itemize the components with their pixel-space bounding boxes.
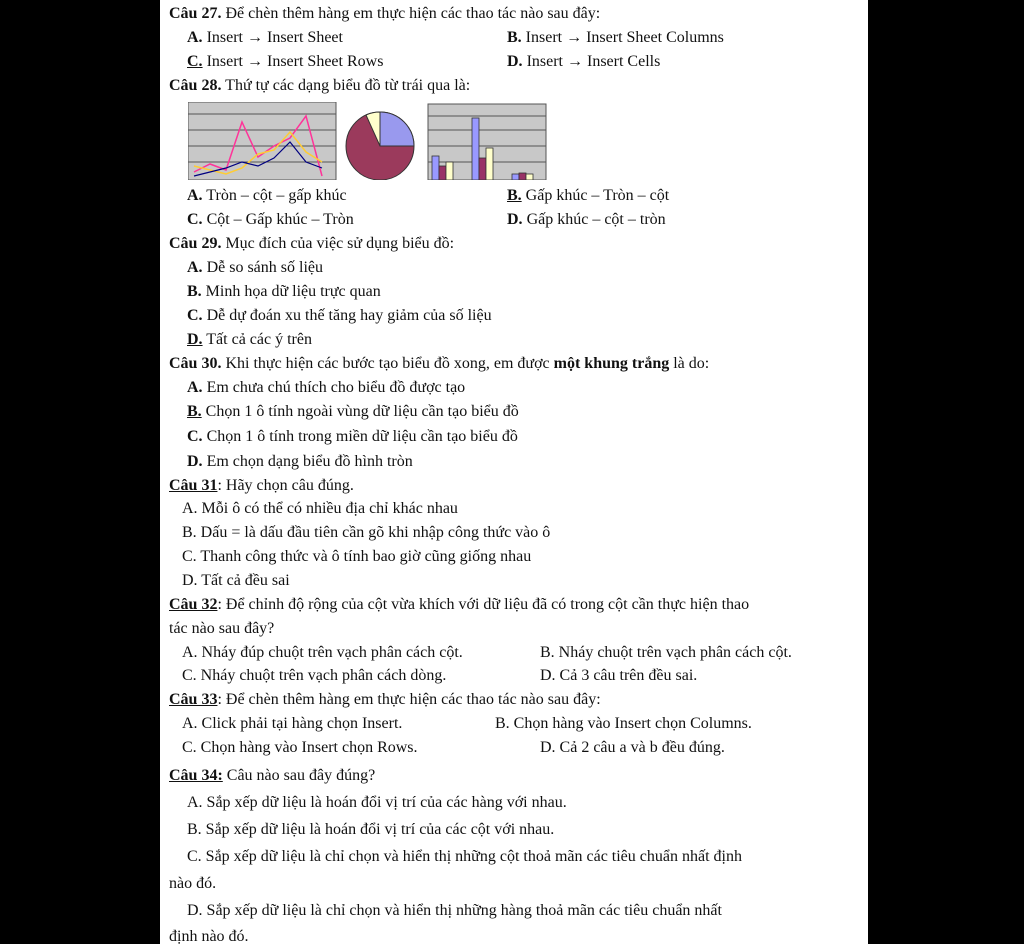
- q30-option-d: D. Em chọn dạng biểu đồ hình tròn: [187, 453, 413, 470]
- q34-option-a: A. Sắp xếp dữ liệu là hoán đổi vị trí của các hàng với nhau.: [187, 794, 567, 811]
- chart-thumbnails: [188, 102, 548, 180]
- q33-option-b: B. Chọn hàng vào Insert chọn Columns.: [495, 715, 752, 732]
- q31-option-d: D. Tất cả đều sai: [182, 572, 290, 589]
- question-29: Câu 29. Mục đích của việc sử dụng biểu đồ:: [169, 235, 455, 252]
- question-32: Câu 32: Để chỉnh độ rộng của cột vừa khích với dữ liệu đã có trong cột cần thực hiện thao: [169, 596, 750, 613]
- q32-option-a: A. Nháy đúp chuột trên vạch phân cách cột.: [182, 644, 463, 661]
- document-page: [160, 0, 868, 944]
- q32-option-b: B. Nháy chuột trên vạch phân cách cột.: [540, 644, 792, 661]
- q34-option-d: D. Sắp xếp dữ liệu là chỉ chọn và hiển thị những hàng thoả mãn các tiêu chuẩn nhất: [187, 902, 722, 919]
- question-33: Câu 33: Để chèn thêm hàng em thực hiện các thao tác nào sau đây:: [169, 691, 601, 708]
- q33-option-a: A. Click phải tại hàng chọn Insert.: [182, 715, 403, 732]
- q27-option-d: D. Insert → Insert Cells: [507, 53, 661, 70]
- q31-option-c: C. Thanh công thức và ô tính bao giờ cũng giống nhau: [182, 548, 532, 565]
- q31-option-a: A. Mỗi ô có thể có nhiều địa chỉ khác nhau: [182, 500, 458, 517]
- q33-option-d: D. Cả 2 câu a và b đều đúng.: [540, 739, 725, 756]
- question-28: Câu 28. Thứ tự các dạng biểu đồ từ trái qua là:: [169, 77, 471, 94]
- q32-option-d: D. Cả 3 câu trên đều sai.: [540, 667, 698, 684]
- q31-option-b: B. Dấu = là dấu đầu tiên cần gõ khi nhập công thức vào ô: [182, 524, 551, 541]
- question-34: Câu 34: Câu nào sau đây đúng?: [169, 767, 376, 784]
- line-chart-thumbnail: [188, 102, 336, 180]
- q34-option-c: C. Sắp xếp dữ liệu là chỉ chọn và hiển thị những cột thoả mãn các tiêu chuẩn nhất định: [187, 848, 742, 865]
- q34-option-d-continued: định nào đó.: [169, 928, 249, 944]
- q27-option-b: B. Insert → Insert Sheet Columns: [507, 29, 724, 46]
- q27-option-a: A. Insert → Insert Sheet: [187, 29, 343, 46]
- q33-option-c: C. Chọn hàng vào Insert chọn Rows.: [182, 739, 418, 756]
- q28-option-d: D. Gấp khúc – cột – tròn: [507, 211, 666, 228]
- q27-option-c: C. Insert → Insert Sheet Rows: [187, 53, 384, 70]
- q32-option-c: C. Nháy chuột trên vạch phân cách dòng.: [182, 667, 447, 684]
- q34-option-c-continued: nào đó.: [169, 875, 217, 892]
- question-30: Câu 30. Khi thực hiện các bước tạo biểu đồ xong, em được một khung trắng là do:: [169, 355, 710, 372]
- question-32-continued: tác nào sau đây?: [169, 620, 275, 637]
- q29-option-d: D. Tất cả các ý trên: [187, 331, 312, 348]
- bar-chart-thumbnail: [428, 104, 546, 180]
- question-27: Câu 27. Để chèn thêm hàng em thực hiện các thao tác nào sau đây:: [169, 5, 601, 22]
- question-31: Câu 31: Hãy chọn câu đúng.: [169, 477, 354, 494]
- q29-option-a: A. Dễ so sánh số liệu: [187, 259, 323, 276]
- chart-illustrations: [188, 102, 548, 180]
- q28-option-c: C. Cột – Gấp khúc – Tròn: [187, 211, 354, 228]
- q30-option-b: B. Chọn 1 ô tính ngoài vùng dữ liệu cần tạo biểu đồ: [187, 403, 519, 420]
- pie-chart-thumbnail: [346, 112, 414, 180]
- q30-option-c: C. Chọn 1 ô tính trong miền dữ liệu cần tạo biểu đồ: [187, 428, 518, 445]
- q30-option-a: A. Em chưa chú thích cho biểu đồ được tạo: [187, 379, 466, 396]
- q28-option-b: B. Gấp khúc – Tròn – cột: [507, 187, 670, 204]
- q28-option-a: A. Tròn – cột – gấp khúc: [187, 187, 347, 204]
- q29-option-b: B. Minh họa dữ liệu trực quan: [187, 283, 381, 300]
- q29-option-c: C. Dễ dự đoán xu thế tăng hay giảm của số liệu: [187, 307, 492, 324]
- q34-option-b: B. Sắp xếp dữ liệu là hoán đổi vị trí của các cột với nhau.: [187, 821, 555, 838]
